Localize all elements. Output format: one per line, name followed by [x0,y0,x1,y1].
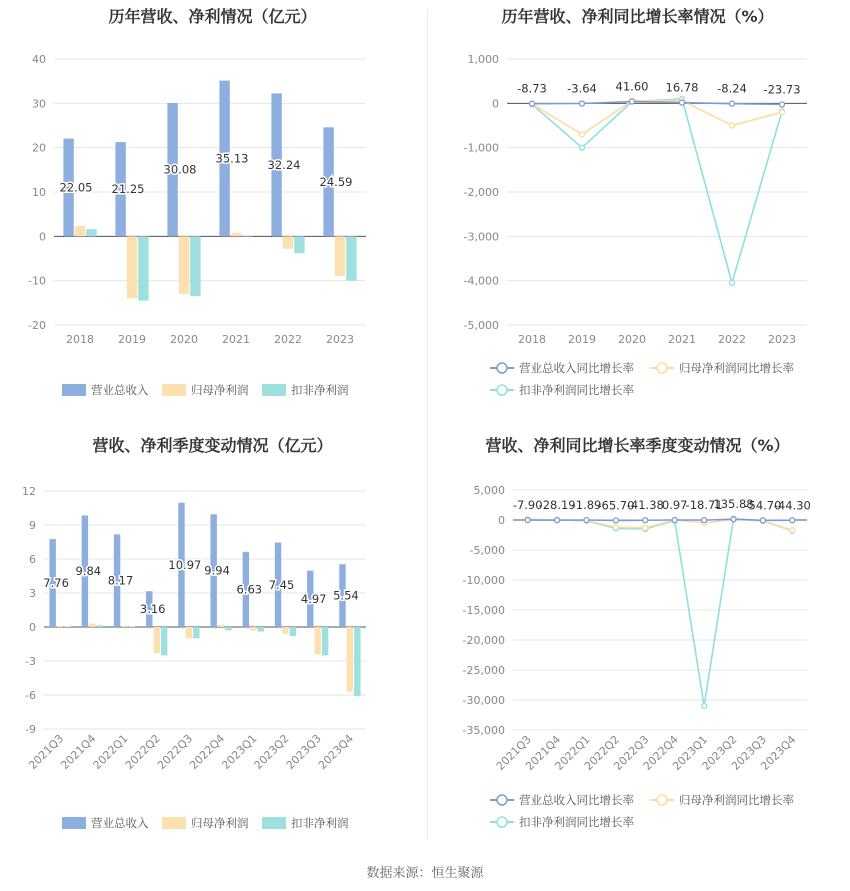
bar [75,226,85,237]
y-tick-label: -4,000 [463,274,499,288]
data-label: 135.88 [713,497,754,512]
bar [127,236,137,298]
data-point [780,110,785,115]
bar [179,236,189,294]
bar [335,236,345,276]
data-point [780,102,785,107]
x-tick-label: 2018 [518,333,546,346]
data-point [584,518,589,523]
x-tick-label: 2022Q3 [154,731,196,772]
x-tick-label: 2022 [718,333,746,346]
chart-title: 历年营收、净利情况（亿元） [108,7,317,26]
data-point [790,518,795,523]
bar [242,236,252,237]
bar [282,627,288,634]
bar [294,236,304,253]
data-label: -3.64 [567,81,597,96]
data-label: 7.45 [268,577,295,592]
x-tick-label: 2023Q2 [251,731,292,772]
y-tick-label: 0 [39,230,46,244]
data-label: -8.24 [717,81,747,96]
bar [347,627,353,692]
y-tick-label: -10 [28,274,46,288]
bar [225,627,231,630]
data-point [702,518,707,523]
data-label: 10.97 [168,557,202,572]
data-point [730,123,735,128]
chart-title: 营收、净利同比增长率季度变动情况（%） [485,436,790,455]
legend-swatch [62,384,86,396]
bar [86,229,96,236]
x-tick-label: 2023Q1 [670,732,711,773]
legend-swatch-marker [497,817,507,827]
y-tick-label: 1,000 [467,53,499,66]
chart-title: 历年营收、净利同比增长率情况（%） [501,7,774,26]
y-tick-label: 0 [29,621,36,634]
x-tick-label: 2023 [768,333,796,346]
x-tick-label: 2023Q3 [283,731,324,772]
y-tick-label: -3 [25,655,36,668]
data-label: -65.70 [597,498,635,513]
bar [121,626,127,627]
x-tick-label: 2022Q4 [640,732,681,773]
data-label: -7.90 [512,498,543,513]
x-tick-label: 2021 [222,333,250,346]
annual-line-chart [425,0,850,410]
legend-label: 扣非净利润 [291,816,349,830]
legend-swatch [62,817,86,829]
data-label: -23.73 [763,82,801,97]
data-point [760,518,765,523]
legend-swatch-marker [497,363,507,373]
x-tick-label: 2023Q2 [699,732,740,773]
legend-label: 营业总收入 [91,383,149,397]
x-tick-label: 2019 [118,333,146,346]
bar [138,236,148,300]
data-label: 4.97 [300,591,327,606]
legend-label: 扣非净利润 [291,383,349,397]
y-tick-label: 0 [492,97,499,111]
x-tick-label: 2020 [170,333,198,346]
x-tick-label: 2022Q2 [581,732,623,773]
annual-growth-panel [425,0,850,410]
bar [346,236,356,280]
y-tick-label: 40 [32,53,46,66]
data-label: -8.73 [517,81,547,96]
y-tick-label: -25,000 [462,664,505,677]
x-tick-label: 2021 [668,333,696,346]
y-tick-label: -6 [25,689,36,702]
data-point [525,518,530,523]
x-tick-label: 2022Q2 [122,731,163,772]
data-point [630,99,635,104]
quarterly-growth-panel [425,425,850,855]
data-label: -18.71 [685,498,723,513]
y-tick-label: -5,000 [463,319,499,332]
x-tick-label: 2023Q4 [315,731,357,772]
bar [57,626,63,627]
data-label: 3.16 [139,602,166,617]
bar [283,236,293,248]
x-tick-label: 2022Q4 [187,731,228,772]
data-label: -28.19 [538,498,576,513]
y-tick-label: 10 [32,186,46,199]
x-tick-label: 2022Q3 [611,732,652,773]
x-tick-label: 2022Q1 [90,731,131,772]
x-tick-label: 2023Q1 [219,731,260,772]
y-tick-label: 6 [29,553,36,566]
x-tick-label: 2023Q4 [758,732,799,773]
annual-bar-chart [0,0,425,410]
legend-label: 营业总收入 [91,816,149,830]
data-label: 16.78 [665,80,699,95]
data-point [730,101,735,106]
x-tick-label: 2022 [274,333,302,346]
data-label: 32.24 [267,157,301,172]
y-tick-label: 9 [29,519,36,532]
data-point [580,132,585,137]
annual-revenue-profit-panel [0,0,425,410]
legend-label: 归母净利润 [191,383,249,397]
data-label: 30.08 [163,162,197,177]
bar [258,627,264,632]
y-tick-label: -5,000 [469,544,505,557]
bar [153,627,159,653]
data-label: -44.30 [773,498,811,513]
legend-swatch-marker [497,385,507,395]
data-label: 41.60 [615,79,649,94]
data-point [680,100,685,105]
y-tick-label: 12 [22,485,36,498]
data-label: 8.17 [107,573,134,588]
series-line [528,519,793,706]
y-tick-label: 5,000 [473,484,505,497]
bar [314,627,320,654]
data-label: 7.76 [43,576,69,591]
legend-label: 营业总收入同比增长率 [519,361,634,375]
data-point [702,704,707,709]
bar [250,627,256,630]
data-label: 6.63 [236,582,263,597]
legend-swatch-marker [497,795,507,805]
bar [354,627,360,696]
bar [97,625,103,627]
bar [193,627,199,638]
y-tick-label: -35,000 [462,724,505,737]
y-tick-label: -20,000 [462,634,505,647]
data-label: -1.89 [571,498,602,513]
bar [64,626,70,627]
x-tick-label: 2021Q4 [58,731,99,772]
y-tick-label: 0 [498,514,505,527]
x-tick-label: 2021Q4 [523,732,564,773]
legend-label: 归母净利润同比增长率 [679,793,794,807]
legend-swatch-marker [657,795,667,805]
data-point [555,518,560,523]
data-point [790,528,795,533]
quarterly-line-chart [425,425,850,855]
x-tick-label: 2018 [66,333,94,346]
y-tick-label: -30,000 [462,694,505,707]
legend-swatch [162,384,186,396]
data-point [613,518,618,523]
y-tick-label: -15,000 [462,604,505,617]
x-tick-label: 2020 [618,333,646,346]
series-line [528,519,793,520]
quarterly-revenue-profit-panel [0,425,425,855]
data-point [730,280,735,285]
data-label: 0.97 [661,497,688,512]
bar [161,627,167,655]
y-tick-label: -1,000 [463,141,499,155]
bar [129,626,135,627]
legend-swatch [262,384,286,396]
x-tick-label: 2021Q3 [493,732,534,773]
y-tick-label: -20 [28,319,46,332]
quarterly-bar-chart [0,425,425,855]
x-tick-label: 2019 [568,333,596,346]
chart-title: 营收、净利季度变动情况（亿元） [92,436,333,455]
legend-label: 归母净利润同比增长率 [679,361,794,375]
y-tick-label: -10,000 [462,574,505,587]
bar [218,625,224,627]
y-tick-label: -3,000 [463,230,499,244]
series-line [532,101,782,135]
bar [290,627,296,636]
y-tick-label: 20 [32,141,46,155]
y-tick-label: -9 [25,723,36,736]
y-tick-label: 3 [29,587,36,600]
x-tick-label: 2023Q3 [728,732,770,773]
data-label: 22.05 [59,180,93,195]
data-point [580,101,585,106]
data-label: -54.70 [744,498,782,513]
legend-label: 营业总收入同比增长率 [519,793,634,807]
bar [186,627,192,638]
data-label: 9.94 [204,563,230,578]
data-point [643,525,648,530]
x-tick-label: 2022Q1 [552,732,593,773]
legend-label: 扣非净利润同比增长率 [519,815,634,829]
data-label: 5.54 [333,588,359,603]
data-label: -41.38 [626,498,664,513]
legend-swatch [162,817,186,829]
legend-swatch-marker [657,363,667,373]
y-tick-label: 30 [32,97,46,111]
legend-swatch [262,817,286,829]
data-point [731,517,736,522]
data-label: 9.84 [75,564,102,579]
legend-label: 扣非净利润同比增长率 [519,383,634,397]
data-source: 数据来源：恒生聚源 [366,866,484,881]
bar [89,624,95,627]
data-point [613,525,618,530]
bar [231,233,241,237]
bar [322,627,328,655]
data-point [530,101,535,106]
data-point [672,517,677,522]
data-label: 35.13 [215,151,249,166]
y-tick-label: -2,000 [463,186,499,199]
data-point [643,518,648,523]
bar [190,236,200,296]
x-tick-label: 2023 [326,333,354,346]
data-point [580,145,585,150]
legend-label: 归母净利润 [191,816,249,830]
data-label: 24.59 [319,174,353,189]
data-label: 21.25 [111,182,145,197]
x-tick-label: 2021Q3 [26,731,67,772]
